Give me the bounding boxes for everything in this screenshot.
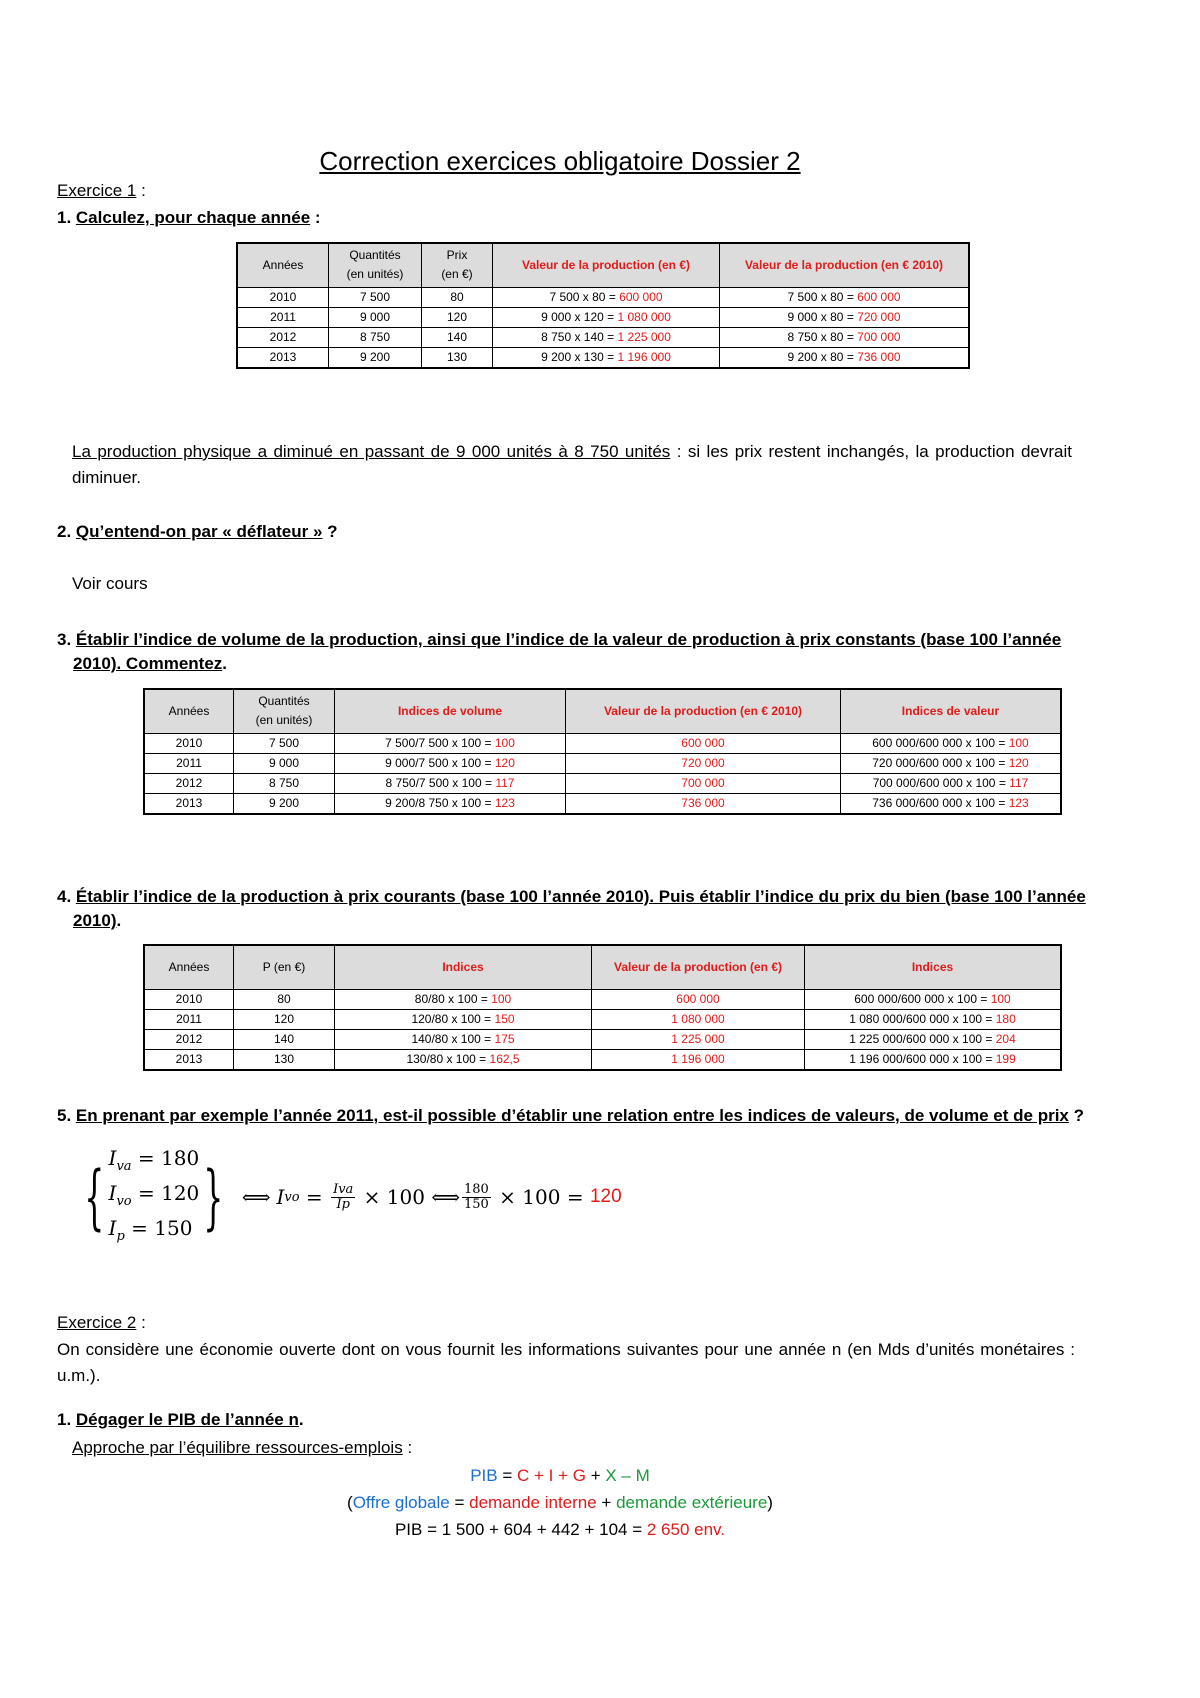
table-cell: [720, 347, 970, 368]
question-suffix: :: [310, 208, 321, 227]
table-cell: [805, 1029, 1062, 1049]
question-suffix: .: [222, 654, 228, 673]
col-header-production-value: Valeur de la production (en €): [592, 945, 805, 989]
table-cell: [805, 1049, 1062, 1070]
question-suffix: ?: [322, 522, 338, 541]
pib-equation: [0, 1463, 1120, 1489]
table-cell: 140: [422, 327, 493, 347]
col-header-price: P (en €): [234, 945, 335, 989]
table-cell: [841, 793, 1062, 814]
question-3: [57, 628, 1093, 676]
table-row: [144, 1009, 1061, 1029]
cell-result: 100: [1008, 736, 1029, 750]
cell-result: 117: [495, 776, 515, 790]
equation-ivo: [109, 1180, 200, 1215]
table-row: [144, 1049, 1061, 1070]
table-cell: [335, 1009, 592, 1029]
pib-term: PIB: [470, 1466, 498, 1485]
col-header-production-value: Valeur de la production (en €): [493, 243, 720, 287]
table-cell: 2011: [144, 753, 234, 773]
minus-sign: –: [616, 1466, 636, 1485]
cell-result: 123: [494, 796, 515, 810]
table-cell: 2013: [144, 793, 234, 814]
external-demand-term: demande extérieure: [616, 1493, 768, 1512]
table-cell: 130: [234, 1049, 335, 1070]
table-cell: [841, 753, 1062, 773]
cell-formula: 9 200/8 750 x 100 =: [385, 796, 495, 810]
math-symbol: I: [108, 1180, 117, 1205]
question-text: Calculez, pour chaque année: [75, 208, 311, 227]
cell-formula: 8 750 x 140 =: [541, 330, 618, 344]
cell-formula: 130/80 x 100 =: [406, 1052, 490, 1066]
cell-formula: 120/80 x 100 =: [411, 1012, 495, 1026]
math-equals: =: [299, 1185, 330, 1209]
cell-result: 600 000: [619, 290, 663, 304]
left-brace: {: [84, 1156, 105, 1238]
table-cell: [805, 989, 1062, 1009]
table-cell: [335, 989, 592, 1009]
cell-formula: 736 000/600 000 x 100 =: [872, 796, 1009, 810]
col-header-production-value-2010: Valeur de la production (en € 2010): [566, 689, 841, 733]
table-cell: 2012: [144, 773, 234, 793]
question-suffix: .: [116, 911, 122, 930]
exercise-2-intro: On considère une économie ouverte dont on vous fournit les informations suivantes pour une année n (en Mds d’unités monétaires : u.m.).: [57, 1340, 1075, 1385]
table-cell: 2013: [237, 347, 329, 368]
math-times-100: × 100: [357, 1185, 432, 1209]
col-header-volume-index: Indices de volume: [335, 689, 566, 733]
production-value-table: [236, 242, 970, 369]
question-number: 3.: [57, 630, 76, 649]
approach-text: Approche par l’équilibre ressources-emplois: [72, 1438, 403, 1457]
math-subscript: p: [116, 1228, 125, 1244]
plus-sign: +: [596, 1493, 617, 1512]
cell-result: 720 000: [857, 310, 901, 324]
table-row: [237, 307, 969, 327]
table-cell: [335, 753, 566, 773]
table-cell: 7 500: [234, 733, 335, 753]
math-subscript: vo: [284, 1189, 300, 1205]
right-brace: }: [203, 1156, 224, 1238]
cell-formula: 1 196 000/600 000 x 100 =: [849, 1052, 996, 1066]
table-cell: 7 500: [329, 287, 422, 307]
col-header-quantities: Quantités (en unités): [234, 689, 335, 733]
exercise-1-heading: [57, 178, 146, 204]
cell-formula: 7 500 x 80 =: [787, 290, 858, 304]
table-cell: 9 200: [329, 347, 422, 368]
table-cell: 2012: [144, 1029, 234, 1049]
table-cell: 80: [422, 287, 493, 307]
table-cell: 8 750: [329, 327, 422, 347]
comment-underlined: La production physique a diminué en passant de 9 000 unités à 8 750 unités: [72, 442, 671, 461]
table-1-comment: [72, 439, 1072, 491]
table-cell: [335, 793, 566, 814]
table-cell: 2012: [237, 327, 329, 347]
table-cell: 8 750: [234, 773, 335, 793]
cell-formula: 720 000/600 000 x 100 =: [872, 756, 1009, 770]
table-cell: 130: [422, 347, 493, 368]
col-header-quantities: Quantités (en unités): [329, 243, 422, 287]
table-cell: 720 000: [566, 753, 841, 773]
global-supply-term: Offre globale: [352, 1493, 450, 1512]
table-row: [144, 753, 1061, 773]
table-cell: [335, 733, 566, 753]
plus-sign: +: [585, 1466, 606, 1485]
open-paren: (: [347, 1493, 353, 1512]
table-cell: 736 000: [566, 793, 841, 814]
table-cell: 1 225 000: [592, 1029, 805, 1049]
table-cell: 120: [422, 307, 493, 327]
comment-rest: : si les prix restent inchangés, la production devrait diminuer.: [72, 442, 1073, 487]
question-text: Dégager le PIB de l’année n: [75, 1410, 299, 1429]
col-header-production-value-2010: Valeur de la production (en € 2010): [720, 243, 970, 287]
cell-result: 117: [1009, 776, 1029, 790]
cell-result: 150: [494, 1012, 515, 1026]
table-cell: [720, 287, 970, 307]
equivalence-arrow: ⟺: [431, 1185, 460, 1209]
equals-sign: =: [449, 1493, 470, 1512]
table-cell: 120: [234, 1009, 335, 1029]
cell-result: 199: [995, 1052, 1016, 1066]
cell-formula: 1 225 000/600 000 x 100 =: [849, 1032, 996, 1046]
table-row: [144, 1029, 1061, 1049]
cell-result: 100: [491, 992, 512, 1006]
math-value: = 180: [131, 1145, 200, 1170]
table-cell: [493, 327, 720, 347]
question-text: Qu’entend-on par « déflateur »: [75, 522, 323, 541]
table-row: [144, 733, 1061, 753]
table-cell: [720, 327, 970, 347]
question-suffix: ?: [1068, 1106, 1084, 1125]
cell-formula: 9 200 x 130 =: [541, 350, 618, 364]
table-row: [144, 793, 1061, 814]
table-cell: 600 000: [592, 989, 805, 1009]
pib-calculation: [0, 1517, 1120, 1543]
table-cell: [841, 733, 1062, 753]
table-cell: 2011: [144, 1009, 234, 1029]
col-header-years: Années: [144, 689, 234, 733]
table-cell: [720, 307, 970, 327]
equivalence-arrow: ⟺: [241, 1185, 271, 1209]
cell-formula: 700 000/600 000 x 100 =: [872, 776, 1010, 790]
table-row: [237, 347, 969, 368]
question-number: 4.: [57, 887, 76, 906]
table-cell: 9 200: [234, 793, 335, 814]
internal-demand-term: demande interne: [469, 1493, 597, 1512]
question-1: [57, 206, 321, 230]
cell-formula: 600 000/600 000 x 100 =: [854, 992, 991, 1006]
cell-result: 700 000: [857, 330, 901, 344]
cell-formula: 8 750/7 500 x 100 =: [385, 776, 496, 790]
table-cell: [335, 1029, 592, 1049]
fraction-values: [462, 1183, 491, 1212]
col-header-value-index: Indices de valeur: [841, 689, 1062, 733]
question-number: 2.: [57, 522, 76, 541]
fraction-iva-ip: [331, 1183, 355, 1212]
cell-formula: 9 000/7 500 x 100 =: [385, 756, 495, 770]
system-of-equations: [109, 1145, 200, 1250]
math-times-100: × 100 =: [492, 1185, 590, 1209]
cell-result: 600 000: [857, 290, 901, 304]
table-cell: [841, 773, 1062, 793]
exercise-2-heading: [57, 1310, 146, 1336]
equals-sign: =: [497, 1466, 517, 1485]
question-number: 1.: [57, 208, 76, 227]
index-relation-formula: [72, 1145, 622, 1244]
approach-line: [72, 1435, 412, 1461]
table-cell: 2010: [144, 989, 234, 1009]
volume-index-table: [143, 688, 1062, 815]
cell-result: 1 196 000: [617, 350, 671, 364]
cell-result: 180: [995, 1012, 1016, 1026]
table-cell: 700 000: [566, 773, 841, 793]
math-symbol: I: [276, 1185, 285, 1209]
table-cell: 1 196 000: [592, 1049, 805, 1070]
cell-formula: 8 750 x 80 =: [787, 330, 858, 344]
table-cell: 9 000: [329, 307, 422, 327]
cell-result: 120: [1008, 756, 1029, 770]
table-cell: 140: [234, 1029, 335, 1049]
exercise-1-suffix: :: [136, 181, 146, 200]
internal-demand-terms: C + I + G: [517, 1466, 586, 1485]
cell-result: 1 080 000: [617, 310, 671, 324]
fraction-numerator: 180: [463, 1181, 489, 1197]
col-header-indices-2: Indices: [805, 945, 1062, 989]
question-suffix: .: [298, 1410, 304, 1429]
cell-result: 120: [494, 756, 515, 770]
table-row: [237, 287, 969, 307]
cell-result: 175: [494, 1032, 515, 1046]
table-cell: 2013: [144, 1049, 234, 1070]
question-5: [57, 1104, 1093, 1128]
approach-suffix: :: [402, 1438, 413, 1457]
equation-iva: [109, 1145, 200, 1180]
col-header-price: Prix (en €): [422, 243, 493, 287]
question-text: Établir l’indice de la production à prix courants (base 100 l’année 2010). Puis établir l’indice du prix du bien (base 100 l’année 2010): [73, 887, 1086, 930]
col-header-indices: Indices: [335, 945, 592, 989]
table-cell: 9 000: [234, 753, 335, 773]
fraction-numerator: Iva: [333, 1181, 354, 1197]
cell-formula: 9 200 x 80 =: [787, 350, 858, 364]
equation-ip: [109, 1215, 200, 1250]
col-header-years: Années: [237, 243, 329, 287]
pib-calculation-text: PIB = 1 500 + 604 + 442 + 104 =: [394, 1520, 647, 1539]
price-index-table: [143, 944, 1062, 1071]
cell-result: 100: [494, 736, 515, 750]
table-row: [144, 989, 1061, 1009]
exports-term: X: [605, 1466, 617, 1485]
supply-demand-equation: [0, 1490, 1120, 1516]
question-number: 1.: [57, 1410, 76, 1429]
table-cell: [493, 347, 720, 368]
cell-result: 123: [1008, 796, 1029, 810]
exercise-2-suffix: :: [136, 1313, 146, 1332]
math-value: = 120: [131, 1180, 200, 1205]
table-cell: [805, 1009, 1062, 1029]
table-cell: 1 080 000: [592, 1009, 805, 1029]
cell-result: 736 000: [857, 350, 901, 364]
cell-result: 162,5: [489, 1052, 520, 1066]
close-paren: ): [767, 1493, 773, 1512]
table-cell: 2011: [237, 307, 329, 327]
exercise-2-question-1: [57, 1408, 304, 1432]
imports-term: M: [635, 1466, 650, 1485]
cell-formula: 9 000 x 120 =: [541, 310, 618, 324]
question-4: [57, 885, 1093, 933]
cell-formula: 600 000/600 000 x 100 =: [872, 736, 1009, 750]
table-cell: 2010: [144, 733, 234, 753]
table-cell: 2010: [237, 287, 329, 307]
question-text: Établir l’indice de volume de la production, ainsi que l’indice de la valeur de production à prix constants (base 100 l’année 2010). Commentez: [73, 630, 1062, 673]
table-cell: 600 000: [566, 733, 841, 753]
math-subscript: va: [116, 1158, 132, 1174]
table-cell: [335, 1049, 592, 1070]
cell-formula: 9 000 x 80 =: [787, 310, 858, 324]
exercise-1-label: Exercice 1: [57, 181, 137, 200]
cell-formula: 80/80 x 100 =: [414, 992, 492, 1006]
cell-formula: 140/80 x 100 =: [411, 1032, 495, 1046]
table-cell: 80: [234, 989, 335, 1009]
pib-result: 2 650 env.: [646, 1520, 726, 1539]
question-2-answer: Voir cours: [72, 574, 148, 593]
cell-result: 1 225 000: [617, 330, 671, 344]
table-cell: [493, 287, 720, 307]
cell-formula: 7 500/7 500 x 100 =: [385, 736, 495, 750]
math-value: = 150: [124, 1215, 193, 1240]
cell-result: 204: [995, 1032, 1016, 1046]
question-number: 5.: [57, 1106, 76, 1125]
table-row: [144, 773, 1061, 793]
table-cell: [335, 773, 566, 793]
exercise-2-label: Exercice 2: [57, 1313, 137, 1332]
question-text: En prenant par exemple l’année 2011, est-il possible d’établir une relation entre les indices de valeurs, de volume et de prix: [75, 1106, 1069, 1125]
cell-formula: 1 080 000/600 000 x 100 =: [849, 1012, 996, 1026]
math-symbol: I: [108, 1145, 117, 1170]
page-title: Correction exercices obligatoire Dossier 2: [319, 146, 801, 176]
formula-result: 120: [589, 1186, 622, 1207]
fraction-denominator: Ip: [336, 1196, 350, 1212]
math-subscript: vo: [116, 1193, 132, 1209]
math-symbol: I: [108, 1215, 117, 1240]
cell-result: 100: [990, 992, 1011, 1006]
question-2: [57, 520, 338, 544]
cell-formula: 7 500 x 80 =: [549, 290, 620, 304]
table-cell: [493, 307, 720, 327]
col-header-years: Années: [144, 945, 234, 989]
fraction-denominator: 150: [463, 1196, 489, 1212]
table-row: [237, 327, 969, 347]
